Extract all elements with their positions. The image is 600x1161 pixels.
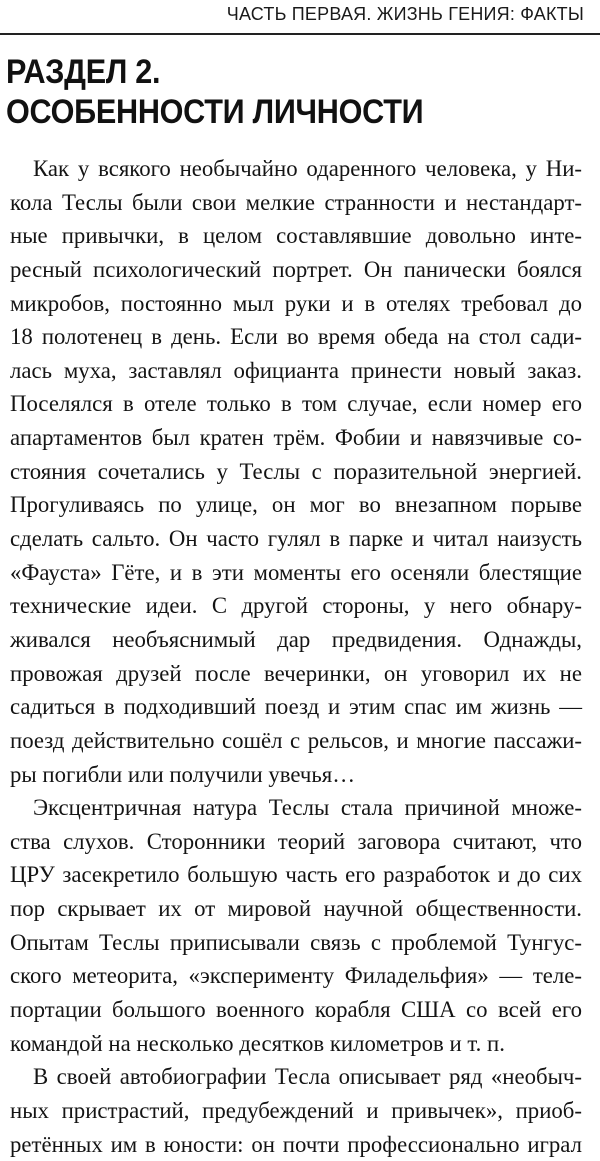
text-line: ского метеорита, «эксперименту Филадельфия» — теле- xyxy=(10,963,582,989)
text-line: Поселялся в отеле только в том случае, если номер его xyxy=(10,391,582,417)
text-line: ЦРУ засекретило большую часть его разработок и до сих xyxy=(10,862,582,888)
text-line: провожая друзей после вечеринки, он уговорил их не xyxy=(10,660,582,686)
text-line: В своей автобиографии Тесла описывает ряд «необыч- xyxy=(33,1064,582,1090)
text-line: технические идеи. С другой стороны, у него обнару- xyxy=(10,593,582,619)
section-title xyxy=(6,52,532,132)
text-line: портации большого военного корабля США со всей его xyxy=(10,997,582,1023)
text-line: лась муха, заставлял официанта принести новый заказ. xyxy=(10,357,582,383)
text-line: кола Теслы были свои мелкие странности и нестандарт- xyxy=(10,189,582,215)
text-line: ретённых им в юности: он почти профессионально играл xyxy=(10,1131,582,1157)
text-line: поезд действительно сошёл с рельсов, и многие пассажи- xyxy=(10,727,582,753)
text-line: «Фауста» Гёте, и в эти моменты его осеняли блестящие xyxy=(10,559,582,585)
text-line: апартаментов был кратен трём. Фобии и навязчивые со- xyxy=(10,425,582,451)
body-text xyxy=(10,152,582,1161)
header-rule xyxy=(0,33,600,35)
running-head: ЧАСТЬ ПЕРВАЯ. ЖИЗНЬ ГЕНИЯ: ФАКТЫ xyxy=(226,4,584,24)
text-line: 18 полотенец в день. Если во время обеда на стол сади- xyxy=(10,324,582,350)
text-line: Как у всякого необычайно одаренного человека, у Ни- xyxy=(33,156,582,181)
text-line: Эксцентричная натура Теслы стала причиной множе- xyxy=(33,795,582,821)
text-line: микробов, постоянно мыл руки и в отелях требовал до xyxy=(10,290,582,316)
text-line: Опытам Теслы приписывали связь с проблемой Тунгус- xyxy=(10,929,582,955)
section-title-line-2: ОСОБЕННОСТИ ЛИЧНОСТИ xyxy=(6,93,424,131)
text-line: садиться в подходивший поезд и этим спас им жизнь — xyxy=(10,694,582,720)
text-line: Прогуливаясь по улице, он мог во внезапном порыве xyxy=(10,492,582,518)
text-line: ресный психологический портрет. Он панически боялся xyxy=(10,256,582,282)
text-line: стояния сочетались у Теслы с поразительной энергией. xyxy=(10,458,582,484)
text-line: ных пристрастий, предубеждений и привычек», приоб- xyxy=(10,1097,582,1123)
text-line: ры погибли или получили увечья… xyxy=(10,761,356,787)
text-line: ства слухов. Сторонники теорий заговора считают, что xyxy=(10,828,582,854)
text-line: сделать сальто. Он часто гулял в парке и читал наизусть xyxy=(10,526,582,552)
text-line: живался необъяснимый дар предвидения. Однажды, xyxy=(10,626,582,652)
section-title-line-1: РАЗДЕЛ 2. xyxy=(6,53,161,91)
text-line: пор скрывает их от мировой научной общественности. xyxy=(10,896,582,922)
text-line: ные привычки, в целом составлявшие довольно инте- xyxy=(10,223,582,249)
text-line: командой на несколько десятков километров и т. п. xyxy=(10,1030,505,1056)
